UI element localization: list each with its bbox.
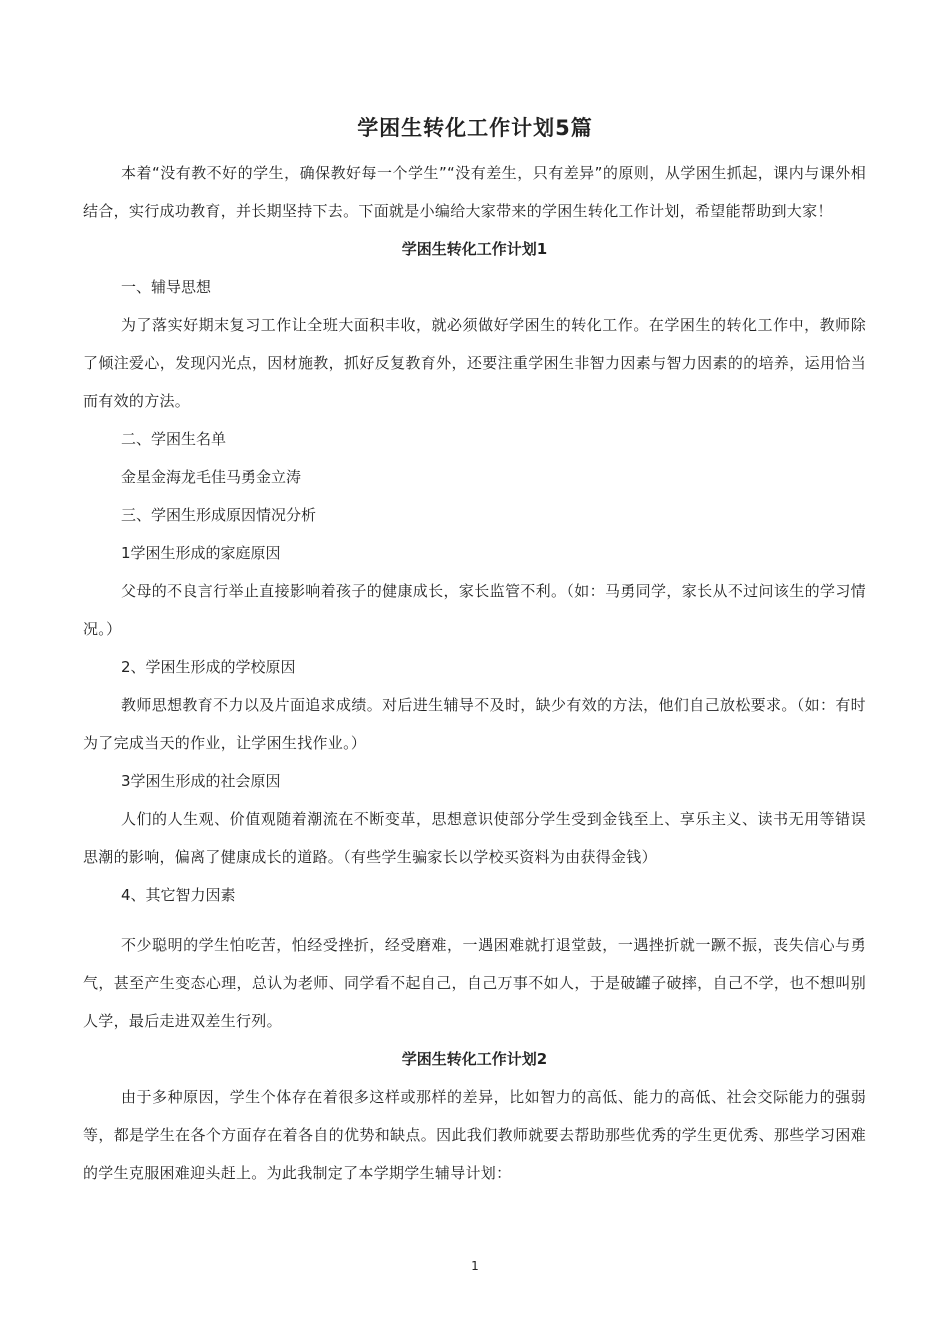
- plan1-cause4-heading: 4、其它智力因素: [121, 886, 236, 904]
- plan1-section3-heading: 三、学困生形成原因情况分析: [121, 506, 317, 524]
- plan1-cause3-text: 人们的人生观、价值观随着潮流在不断变革，思想意识使部分学生受到金钱至上、享乐主义、读书无用等错误思潮的影响，偏离了健康成长的道路。（有些学生骗家长以学校买资料为由获得金钱）: [83, 810, 866, 866]
- plan1-cause2-text: 教师思想教育不力以及片面追求成绩。对后进生辅导不及时，缺少有效的方法，他们自己放松要求。（如：有时为了完成当天的作业，让学困生找作业。）: [83, 696, 866, 752]
- plan1-cause4-text: 不少聪明的学生怕吃苦，怕经受挫折，经受磨难，一遇困难就打退堂鼓，一遇挫折就一蹶不振，丧失信心与勇气，甚至产生变态心理，总认为老师、同学看不起自己，自己万事不如人，于是破罐子破摔，自己不学，也不想叫别人学，最后走进双差生行列。: [83, 936, 866, 1030]
- intro-paragraph: 本着“没有教不好的学生，确保教好每一个学生”“没有差生，只有差异”的原则，从学困生抓起，课内与课外相结合，实行成功教育，并长期坚持下去。下面就是小编给大家带来的学困生转化工作计划，希望能帮助到大家！: [83, 164, 866, 220]
- spacer: [83, 914, 866, 926]
- plan1-cause1-text: 父母的不良言行举止直接影响着孩子的健康成长，家长监管不利。（如：马勇同学，家长从不过问该生的学习情况。）: [83, 582, 866, 638]
- plan1-cause2-heading: 2、学困生形成的学校原因: [121, 658, 296, 676]
- document-body: [83, 154, 866, 1192]
- plan1-section1-heading: 一、辅导思想: [121, 278, 212, 296]
- plan2-intro-text: 由于多种原因，学生个体存在着很多这样或那样的差异，比如智力的高低、能力的高低、社会交际能力的强弱等，都是学生在各个方面存在着各自的优势和缺点。因此我们教师就要去帮助那些优秀的学生更优秀、那些学习困难的学生克服困难迎头赶上。为此我制定了本学期学生辅导计划：: [83, 1088, 866, 1182]
- plan1-title: 学困生转化工作计划1: [401, 240, 548, 258]
- page-number: 1: [471, 1259, 479, 1273]
- plan2-title: 学困生转化工作计划2: [401, 1050, 548, 1068]
- plan1-cause3-heading: 3学困生形成的社会原因: [121, 772, 281, 790]
- plan1-student-list: 金星金海龙毛佳马勇金立涛: [121, 468, 302, 486]
- plan1-section1-text: 为了落实好期末复习工作让全班大面积丰收，就必须做好学困生的转化工作。在学困生的转化工作中，教师除了倾注爱心，发现闪光点，因材施教，抓好反复教育外，还要注重学困生非智力因素与智力因素的的培养，运用恰当而有效的方法。: [83, 316, 866, 410]
- document-title: 学困生转化工作计划5篇: [357, 116, 593, 140]
- plan1-cause1-heading: 1学困生形成的家庭原因: [121, 544, 281, 562]
- plan1-section2-heading: 二、学困生名单: [121, 430, 227, 448]
